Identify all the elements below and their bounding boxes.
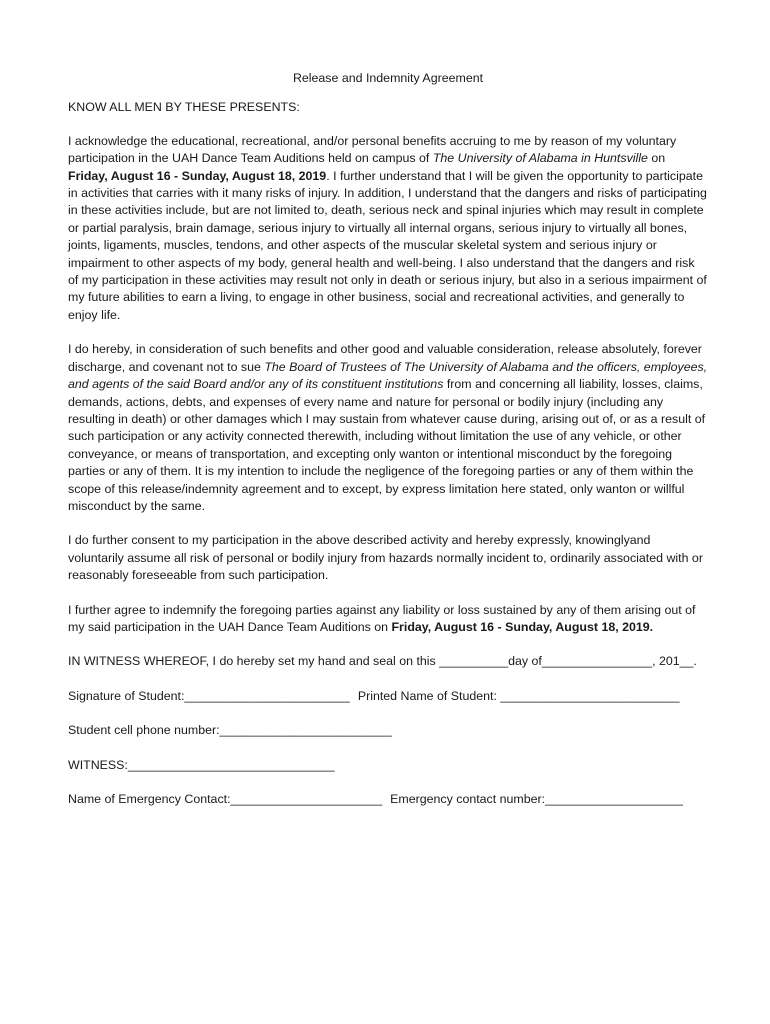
p1-text-c: on <box>647 151 666 166</box>
p1-text-e: . I further understand that I will be given the opportunity to participate in activities that carries with it many risks of injury. In addition, I understand that the dangers and risks of participating in these activities include, but are not limited to, death, serious neck and spinal injuries which may result in complete or partial paralysis, brain damage, serious injury to virtually all internal organs, serious injury to virtually all bones, joints, ligaments, muscles, tendons, and other aspects of the muscular skeletal system and serious injury or impairment to other aspects of my body, general health and well-being. I also understand that the dangers and risk of my participation in these activities may result not only in death or serious injury, but also in a serious impairment of my future abilities to earn a living, to engage in other business, social and recreational activities, and generally to enjoy life. <box>68 168 707 322</box>
emergency-contact-name-field[interactable]: Name of Emergency Contact:______________________ <box>68 792 383 806</box>
p1-university-name: The University of Alabama in Huntsville <box>432 151 648 166</box>
document-page <box>68 70 708 825</box>
student-cell-phone-field[interactable]: Student cell phone number:_________________________ <box>68 723 392 738</box>
p2-text-a: I do hereby, in consideration of such benefits and other good and valuable consideration, release absolutely, forever discharge, and covenant not to sue <box>68 342 702 374</box>
document-title: Release and Indemnity Agreement <box>292 71 484 85</box>
emergency-contact-number-field[interactable]: Emergency contact number:____________________ <box>390 792 683 806</box>
paragraph-indemnify <box>68 602 708 637</box>
p4-text-a: I further agree to indemnify the foregoing parties against any liability or loss sustained by any of them arising out of my said participation in the UAH Dance Team Auditions on <box>68 602 696 634</box>
witness-whereof-line[interactable]: IN WITNESS WHEREOF, I do hereby set my hand and seal on this __________day of________________, 201__. <box>68 654 697 669</box>
student-signature-row <box>68 688 708 705</box>
p1-event-dates: Friday, August 16 - Sunday, August 18, 2019 <box>68 168 327 183</box>
witness-field[interactable]: WITNESS:______________________________ <box>68 757 335 772</box>
printed-name-of-student-field[interactable]: Printed Name of Student: __________________________ <box>357 688 680 703</box>
p2-text-c: from and concerning all liability, losses, claims, demands, actions, debts, and expenses of every name and nature for personal or bodily injury (including any resulting in death) or other damages which I may sustain from whatever cause during, arising out of, or as a result of such participation or any activity connected therewith, including without limitation the use of any vehicle, or other conveyance, or means of transportation, and excepting only wanton or intentional misconduct by the foregoing parties or any of them. It is my intention to include the negligence of the foregoing parties or any of them within the scope of this release/indemnity agreement and to except, by express limitation here stated, only wanton or willful misconduct by the same. <box>68 377 706 513</box>
paragraph-acknowledgement <box>68 133 708 324</box>
paragraph-consent: I do further consent to my participation in the above described activity and hereby expressly, knowinglyand voluntarily assume all risk of personal or bodily injury from hazards normally incident to, ordinarily associated with or reasonably foreseeable from such participation. <box>68 533 703 583</box>
p2-released-parties: The Board of Trustees of The University of Alabama and the officers, employees, and agents of the said Board and/or any of its constituent institutions <box>68 359 708 392</box>
emergency-contact-row <box>68 791 708 808</box>
paragraph-release <box>68 341 708 515</box>
signature-of-student-field[interactable]: Signature of Student:________________________ <box>68 688 350 703</box>
p4-event-dates: Friday, August 16 - Sunday, August 18, 2019. <box>391 619 654 634</box>
document-heading: KNOW ALL MEN BY THESE PRESENTS: <box>68 100 300 115</box>
p1-text-a: I acknowledge the educational, recreational, and/or personal benefits accruing to me by reason of my voluntary participation in the UAH Dance Team Auditions held on campus of <box>68 133 677 166</box>
